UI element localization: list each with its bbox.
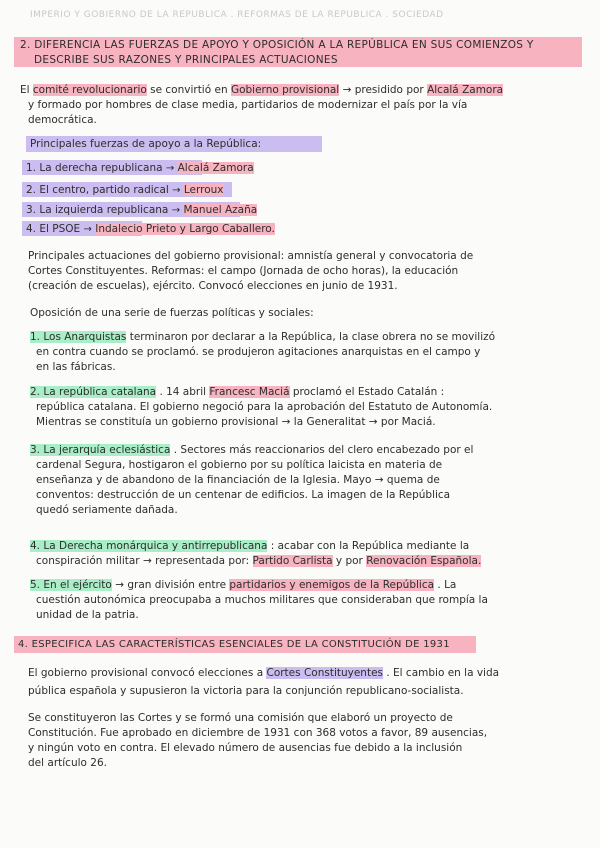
opposition-item-text: . Sectores más reaccionarios del clero encabezado por el (173, 444, 474, 456)
opposition-item-text: conspiración militar → representada por: (36, 555, 250, 567)
opposition-item-4 (30, 539, 469, 553)
item-number: 2. (26, 184, 37, 196)
q4-text: . El cambio en la vida (386, 667, 500, 679)
opposition-item-text: terminaron por declarar a la República, la clase obrera no se movilizó (129, 331, 496, 343)
q4-title: 4. ESPECIFICA LAS CARACTERÍSTICAS ESENCIALES DE LA CONSTITUCIÓN DE 1931 (18, 639, 450, 650)
item-number: 3. (26, 204, 37, 216)
opposition-item-head: 3. La jerarquía eclesiástica (30, 444, 171, 456)
arrow-icon: → (83, 224, 92, 235)
support-item-1 (26, 161, 254, 176)
item-text: La derecha republicana (39, 162, 163, 174)
opposition-item-head: 1. Los Anarquistas (30, 331, 127, 343)
opposition-item-head: 5. En el ejército (30, 579, 112, 591)
opposition-item-text: . 14 abril (159, 386, 207, 398)
support-heading: Principales fuerzas de apoyo a la República: (30, 138, 262, 150)
alcala-highlight: Alcalá Zamora (427, 84, 504, 96)
opposition-item-head: 4. La Derecha monárquica y antirrepublicana (30, 540, 268, 552)
q2-title-line1: 2. DIFERENCIA LAS FUERZAS DE APOYO Y OPOSICIÓN A LA REPÚBLICA EN SUS COMIENZOS Y (20, 39, 534, 51)
carlista-highlight: Partido Carlista (252, 555, 333, 567)
macia-highlight: Francesc Maciá (209, 386, 290, 398)
partidarios-highlight: partidarios y enemigos de la República (229, 579, 435, 591)
intro-text: se convirtió en (150, 84, 228, 96)
q4-p1-line2: pública española y supusieron la victoria para la conjunción republicano-socialista. (28, 685, 464, 697)
opposition-item-3-line3: enseñanza y de abandono de la financiación de la Iglesia. Mayo → quema de (36, 474, 440, 486)
intro-line2: y formado por hombres de clase media, partidarios de modernizar el país por la vía (28, 99, 468, 111)
opposition-item-2-line3: Mientras se constituía un gobierno provisional → la Generalitat → por Maciá. (36, 416, 436, 428)
item-number: 1. (26, 162, 37, 174)
opposition-item-3-line2: cardenal Segura, hostigaron el gobierno por su política laicista en materia de (36, 459, 443, 471)
opposition-item-3 (30, 443, 473, 457)
item-leader: Manuel Azaña (183, 204, 258, 216)
arrow-icon: → (165, 163, 175, 174)
opposition-item-2-line2: república catalana. El gobierno negoció para la aprobación del Estatuto de Autonomía. (36, 401, 493, 413)
gobierno-highlight: Gobierno provisional (230, 84, 340, 96)
opposition-item-5-line2: cuestión autonómica preocupaba a muchos militares que consideraban que rompía la (36, 594, 488, 606)
intro-line1 (20, 83, 503, 97)
opposition-item-text: proclamó el Estado Catalán : (292, 386, 445, 398)
bleed-through-text: IMPERIO Y GOBIERNO DE LA REPUBLICA . REFORMAS DE LA REPUBLICA . SOCIEDAD (30, 10, 444, 20)
item-text: El centro, partido radical (39, 184, 169, 196)
comite-highlight: comité revolucionario (32, 84, 147, 96)
support-item-3 (26, 203, 257, 218)
actions-line2: Cortes Constituyentes. Reformas: el campo (Jornada de ocho horas), la educación (28, 265, 459, 277)
renovacion-highlight: Renovación Española. (366, 555, 482, 567)
arrow-icon: → (171, 205, 181, 216)
opposition-item-head: 2. La república catalana (30, 386, 157, 398)
item-text: La izquierda republicana (39, 204, 169, 216)
opposition-item-text: . La (437, 579, 457, 591)
opposition-item-text: → gran división entre (115, 579, 227, 591)
arrow-icon: → (172, 185, 181, 196)
actions-line3: (creación de escuelas), ejército. Convocó elecciones en junio de 1931. (28, 280, 398, 292)
item-leader: Lerroux (183, 184, 224, 196)
q4-p2-line1: Se constituyeron las Cortes y se formó una comisión que elaboró un proyecto de (28, 712, 453, 724)
opposition-item-1-line3: en las fábricas. (36, 361, 116, 373)
q4-text: El gobierno provisional convocó elecciones a (28, 667, 264, 679)
opposition-item-4-line2 (36, 554, 481, 568)
actions-line1: Principales actuaciones del gobierno provisional: amnistía general y convocatoria de (28, 250, 474, 262)
item-text: El PSOE (39, 223, 81, 235)
support-item-4 (26, 222, 275, 237)
item-leader: Indalecio Prieto y Largo Caballero. (95, 223, 275, 235)
opposition-item-text: y por (335, 555, 363, 567)
q4-p2-line2: Constitución. Fue aprobado en diciembre de 1931 con 368 votos a favor, 89 ausencias, (28, 727, 488, 739)
opposition-item-text: : acabar con la República mediante la (270, 540, 470, 552)
opposition-item-3-line5: quedó seriamente dañada. (36, 504, 178, 516)
q2-title-line2: DESCRIBE SUS RAZONES Y PRINCIPALES ACTUACIONES (34, 54, 338, 66)
opposition-item-2 (30, 385, 444, 399)
opposition-item-5-line3: unidad de la patria. (36, 609, 139, 621)
opposition-item-5 (30, 578, 456, 592)
opposition-item-1-line2: en contra cuando se proclamó. se produjeron agitaciones anarquistas en el campo y (36, 346, 481, 358)
q4-p2-line3: y ningún voto en contra. El elevado número de ausencias fue debido a la inclusión (28, 742, 463, 754)
opposition-heading: Oposición de una serie de fuerzas políticas y sociales: (30, 307, 314, 319)
opposition-item-1 (30, 330, 495, 344)
intro-line3: democrática. (28, 114, 97, 126)
item-leader: Alcalá Zamora (177, 162, 254, 174)
q4-p2-line4: del artículo 26. (28, 757, 107, 769)
intro-text: → presidido por (342, 84, 424, 96)
cortes-highlight: Cortes Constituyentes (266, 667, 384, 679)
q4-p1-line1 (28, 666, 499, 680)
support-item-2 (26, 183, 224, 198)
opposition-item-3-line4: conventos: destrucción de un centenar de edificios. La imagen de la República (36, 489, 451, 501)
intro-text: El (20, 84, 30, 96)
item-number: 4. (26, 223, 37, 235)
